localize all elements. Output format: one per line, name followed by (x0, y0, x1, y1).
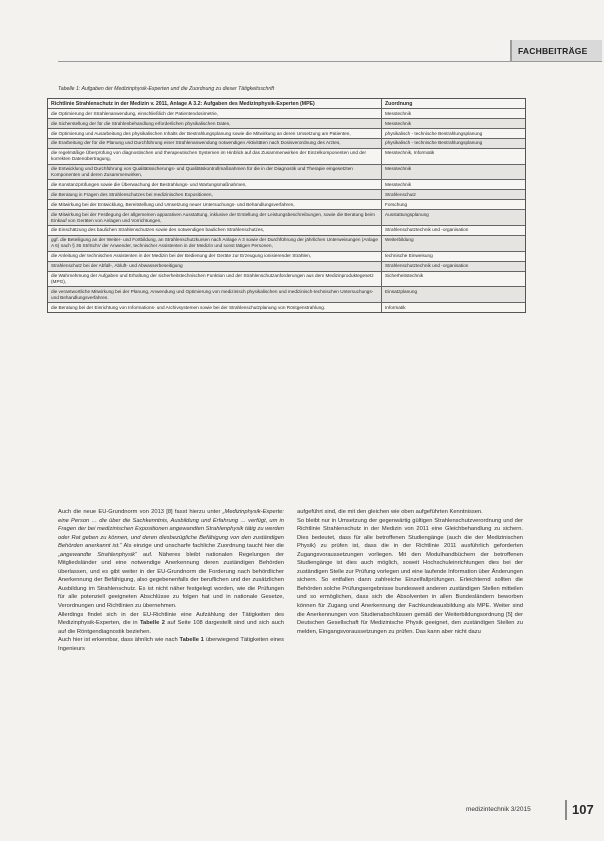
assignment-cell: Sicherheitstechnik (385, 273, 424, 279)
header-cell-tasks: Richtlinie Strahlenschutz in der Medizin v. 2011, Anlage A 3.2: Aufgaben des Medizinphysik-Experten (MPE) (48, 99, 382, 108)
text-run: Allerdings findet sich in der EU-Richtlinie eine Aufzählung der Tätigkeiten des Medizinphysik-Experten, die in (58, 611, 284, 627)
text-run: “ Als einzige und unscharfe fachliche Zuordnung taucht hier die (119, 543, 284, 550)
text-run: überwiegend Tätigkeiten eines Ingenieurs (58, 637, 284, 652)
table-row (48, 189, 525, 199)
table-row (48, 138, 525, 148)
body-paragraph: aufgeführt sind, die mit den gleichen wie oben aufgeführten Kenntnissen. (297, 509, 483, 515)
task-cell: ggf. die Beteiligung an der Weiter- und Fortbildung, an Strahlenschutzkursen nach Anlage A 3 sowie der Durchführung der jährlichen Unterweisungen (Anlage A 6) nach § 36 StrlSchV der Anwender, technischer Assistenten in der Medizin und sonst tätigen Personen, (48, 236, 382, 251)
assignment-cell: Einsatzplanung (385, 288, 418, 294)
body-column-left (58, 508, 284, 653)
task-cell: die Beratung bei der Einrichtung von Informations- und Archivsystemen sowie bei der Strahlenschutzplanung von Röntgenstrahlung. (48, 303, 382, 312)
task-cell: die Entwicklung und Durchführung von Qualitätssicherungs- und Qualitätskontrollmaßnahmen für die in der Diagnostik und Therapie eingesetzten Komponenten und deren Zusammenwirken, (48, 165, 382, 180)
assignment-cell: Messtechnik (385, 120, 412, 126)
assignment-cell: Messtechnik (385, 110, 412, 116)
table-row (48, 271, 525, 287)
table-row (48, 225, 525, 235)
assignment-cell: Strahlenschutz (385, 191, 417, 197)
table-row (48, 148, 525, 164)
table-caption: Tabelle 1: Aufgaben der Medizinphysik-Experten und die Zuordnung zu dieser Tätigkeitsschrift (58, 86, 275, 92)
text-run: Auch hier ist erkennbar, dass ähnlich wie nach (58, 637, 180, 644)
header-rule (58, 61, 602, 62)
body-paragraph (58, 508, 284, 611)
task-cell: die Optimierung und Ausarbeitung des physikalischen Inhalts der Bestrahlungsplanung sowie die Mitwirkung an deren Umsetzung am Patienten, (48, 129, 382, 138)
table-header-row (48, 99, 525, 108)
assignment-cell: physikalisch - technische Bestrahlungsplanung (385, 140, 483, 146)
task-cell: die Optimierung der Strahlenanwendung, einschließlich der Patientendosimetrie, (48, 109, 382, 118)
table-row (48, 302, 525, 312)
table-row (48, 261, 525, 271)
assignment-cell: Ausstattungsplanung (385, 211, 429, 217)
quote-italic: „angewandte Strahlenphysik“ (58, 551, 137, 558)
table-row (48, 128, 525, 138)
journal-name: medizintechnik 3/2015 (466, 806, 531, 813)
task-cell: die Erarbeitung der für die Planung und Durchführung einer Strahlenanwendung notwendigen Aktivitäten nach Dosisverordnung des Arztes, (48, 139, 382, 148)
text-run: Auch die neue EU-Grundnorm von 2013 [8] fasst hierzu unter (58, 509, 223, 515)
assignment-cell: Messtechnik (385, 166, 412, 172)
assignment-cell: Informatik (385, 304, 406, 310)
page-number: 107 (565, 800, 599, 820)
table-row (48, 286, 525, 302)
assignment-cell: Messtechnik, Informatik (385, 150, 435, 156)
assignment-cell: technische Einweisung (385, 253, 433, 259)
task-cell: die Anleitung der technischen Assistenten in der Medizin bei der Bedienung der Geräte zur Erzeugung ionisierender Strahlen, (48, 252, 382, 261)
task-cell: die verantwortliche Mitwirkung bei der Planung, Anwendung und Optimierung von medizinisch physikalischen und medizinisch-technischen Untersuchungs- und Behandlungsverfahren. (48, 287, 382, 302)
task-table (47, 98, 526, 313)
assignment-cell: Weiterbildung (385, 237, 414, 243)
table-row (48, 118, 525, 128)
task-cell: Strahlenschutz bei der Abfall-, Abluft- und Abwasserbeseitigung (48, 262, 382, 271)
task-cell: die Wahrnehmung der Aufgaben und Erhaltung der sicherheitstechnischen Funktion und der Strahlenschutzanforderungen aus dem Medizinproduktegesetz (MPG), (48, 272, 382, 287)
table-row (48, 164, 525, 180)
header-cell-assignment: Zuordnung (385, 100, 413, 107)
task-cell: die Beratung in Fragen des Strahlenschutzes bei medizinischen Expositionen, (48, 190, 382, 199)
assignment-cell: physikalisch - technische Bestrahlungsplanung (385, 130, 483, 136)
text-run: auf. Näheres bleibt nationalen Regelungen der Mitgliedsländer und eine notwendige Anerkennung deren zuständigen Behörden überlassen, und es gibt weiter in der EU-Grundnorm die Forderung nach behördlicher Anerkennung der Befähigung, also gegebenenfalls der beruflichen und der zusätzlichen Ausbildung im Strahlenschutz. Es ist nicht näher festgelegt worden, wie die Prüfungen für alle potenziell geeigneten Abschlüsse zu folgen hat und in nationale Gesetze, Verordnungen und Richtlinien zu übernehmen. (58, 551, 284, 610)
quote-italic: „Medizinphysik-Experte: eine Person … die über die Sachkenntnis, Ausbildung und Erfahrung … verfügt, um in Fragen der bei medizinischen Expositionen angewandten Strahlenphysik tätig zu werden oder Rat geben zu können, und deren diesbezügliche Befähigung von den zuständigen Behörden anerkannt ist. (58, 509, 284, 550)
assignment-cell: Messtechnik (385, 181, 412, 187)
task-cell: die regelmäßige Überprüfung von diagnostischen und therapeutischen Systemen im Hinblick auf das Zusammenwirken der Einzelkomponenten und der korrekten Datenübertragung, (48, 149, 382, 164)
task-cell: die Mitwirkung bei der Festlegung der allgemeinen apparativen Ausstattung, inklusive der Erstellung der Leistungsbeschreibungen, sowie die Beratung beim Einkauf von Geräten von Anlagen und Vorrichtungen, (48, 210, 382, 225)
table-row (48, 251, 525, 261)
table-row (48, 209, 525, 225)
table-row (48, 235, 525, 251)
assignment-cell: Strahlenschutztechnik und -organisation (385, 263, 469, 269)
assignment-cell: Strahlenschutztechnik und -organisation (385, 227, 469, 233)
body-paragraph: So bleibt nur in Umsetzung der gegenwärtig gültigen Strahlenschutzverordnung und der Richtlinie Strahlenschutz in der Medizin von 2011 eine Gleichbehandlung zu sichern. Dies bedeutet, dass für alle betroffenen Studiengänge (auch die der Medizinischen Physik) zu prüfen ist, dass die in der Richtlinie 2011 ausführlich geforderten Zugangsvoraussetzungen vorliegen. Mit den Modulhandbüchern der betroffenen Studiengänge ist dies auch möglich, soweit Hochschuleinrichtungen dies bei der zuständigen Stelle zur Prüfung vorlegen und eine laufende Information über Änderungen sichern. So entfallen dann zahlreiche Einzelfallprüfungen. Erleichternd sollten die Behörden solche Prüfungsergebnisse bundesweit anderen zuständigen Stellen mitteilen und so ermöglichen, dass sich die Absolventen in allen Bundesländern beworben können für Zugang und Anerkennung der Fachkundeausbildung als MPE. Weiter sind die Anerkennungen von Studienabschlüssen gemäß der Weiterbildungsordnung [5] der Deutschen Gesellschaft für Medizinische Physik geeignet, den zuständigen Stellen zu melden, Eingangsvoraussetzungen zu prüfen. Das kann aber nicht dazu (297, 517, 523, 635)
assignment-cell: Forschung (385, 201, 408, 207)
table-reference: Tabelle 2 (139, 620, 165, 627)
body-column-right (297, 508, 523, 636)
body-paragraph (58, 611, 284, 637)
section-header: FACHBEITRÄGE (510, 40, 602, 62)
task-cell: die Konstanzprüfungen sowie die Überwachung der Bestrahlungs- und Wartungsmaßnahmen, (48, 180, 382, 189)
body-paragraph (58, 636, 284, 653)
task-cell: die Sicherstellung der für die Strahlenbehandlung erforderlichen physikalischen Daten, (48, 119, 382, 128)
table-row (48, 179, 525, 189)
table-row (48, 108, 525, 118)
text-run: auf Seite 108 dargestellt sind und sich auch auf die Röntgendiagnostik beziehen. (58, 620, 284, 635)
task-cell: die Einschätzung des baulichen Strahlenschutzes sowie des notwendigen baulichen Strahlenschutzes, (48, 226, 382, 235)
table-row (48, 199, 525, 209)
task-cell: die Mitwirkung bei der Entwicklung, Bereitstellung und Umsetzung neuer Untersuchungs- und Behandlungsverfahren, (48, 200, 382, 209)
table-reference: Tabelle 1 (179, 637, 204, 644)
